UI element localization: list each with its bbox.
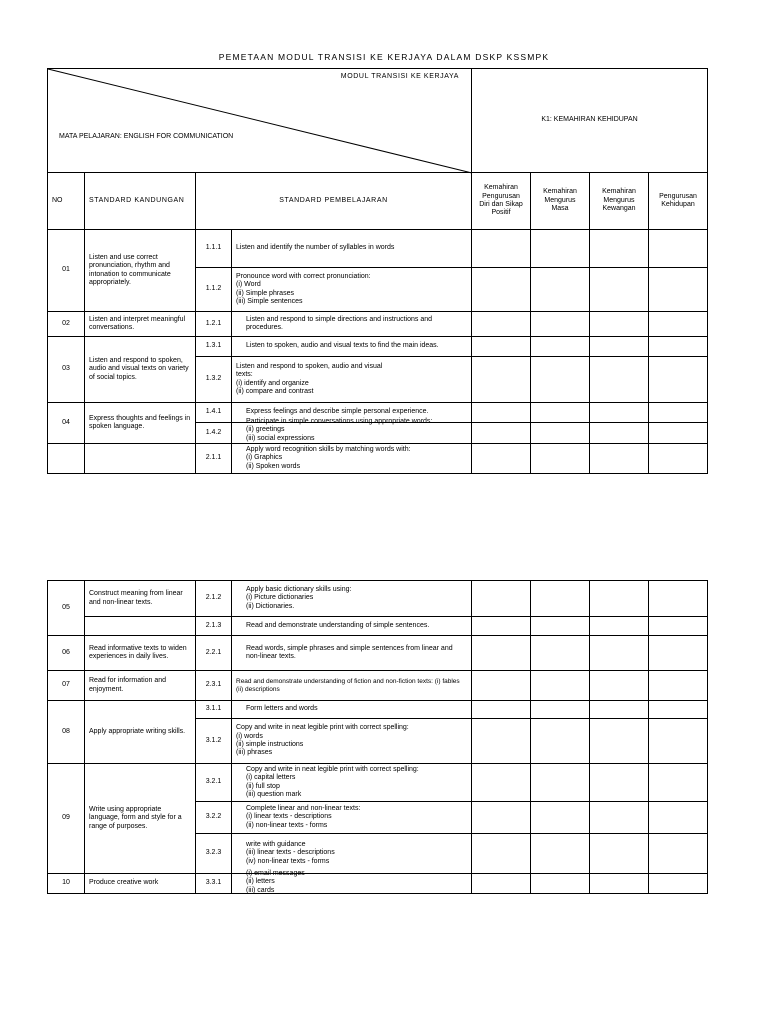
sp-text: Listen and respond to spoken, audio and visual texts: (i) identify and organize (ii) compare and contrast [232, 357, 472, 403]
sp-text: Copy and write in neat legible print with correct spelling: (i) words (ii) simple instructions (iii) phrases [232, 719, 472, 764]
sp-code: 3.3.1 [196, 874, 232, 894]
sp-code: 1.1.2 [196, 268, 232, 312]
sp-text: Pronounce word with correct pronunciation: (i) Word (ii) Simple phrases (iii) Simple sentences [232, 268, 472, 312]
row-no: 09 [48, 764, 85, 874]
row-no: 02 [48, 312, 85, 337]
standard-kandungan: Produce creative work [85, 874, 196, 894]
col-header-cat2: Kemahiran Mengurus Masa [531, 173, 590, 230]
row-no: 06 [48, 636, 85, 671]
sp-code: 2.2.1 [196, 636, 232, 671]
diagonal-line [48, 69, 472, 173]
sp-text: Listen and respond to simple directions and instructions and procedures. [232, 312, 472, 337]
col-header-cat1: Kemahiran Pengurusan Diri dan Sikap Positif [472, 173, 531, 230]
sp-text: Apply basic dictionary skills using: (i) Picture dictionaries (ii) Dictionaries. [232, 581, 472, 617]
row-no: 04 [48, 403, 85, 444]
modul-label: MODUL TRANSISI KE KERJAYA [340, 73, 459, 80]
standard-kandungan: Read informative texts to widen experiences in daily lives. [85, 636, 196, 671]
sp-text: Read words, simple phrases and simple sentences from linear and non-linear texts. [232, 636, 472, 671]
standard-kandungan: Read for information and enjoyment. [85, 671, 196, 701]
sp-code: 2.3.1 [196, 671, 232, 701]
col-header-standard-kandungan: STANDARD KANDUNGAN [85, 173, 196, 230]
sp-code: 2.1.2 [196, 581, 232, 617]
sp-code: 3.2.1 [196, 764, 232, 802]
sp-text: Form letters and words [232, 701, 472, 719]
standard-kandungan: Listen and use correct pronunciation, rhythm and intonation to communicate appropriately. [85, 230, 196, 312]
sp-text: Listen to spoken, audio and visual texts to find the main ideas. [232, 337, 472, 357]
col-header-standard-pembelajaran: STANDARD PEMBELAJARAN [196, 173, 472, 230]
standard-kandungan: Write using appropriate language, form and style for a range of purposes. [85, 764, 196, 874]
sp-code: 2.1.3 [196, 617, 232, 636]
col-header-cat3: Kemahiran Mengurus Kewangan [590, 173, 649, 230]
col-header-cat4: Pengurusan Kehidupan [649, 173, 708, 230]
row-no: 08 [48, 701, 85, 764]
sp-code: 3.2.2 [196, 802, 232, 834]
sp-code: 1.2.1 [196, 312, 232, 337]
row-no: 03 [48, 337, 85, 403]
sp-text: write with guidance (iii) linear texts - descriptions (iv) non-linear texts - forms [232, 834, 472, 874]
sp-code: 1.4.1 [196, 403, 232, 423]
sp-code: 1.3.1 [196, 337, 232, 357]
sp-text: Read and demonstrate understanding of simple sentences. [232, 617, 472, 636]
standard-kandungan: Listen and interpret meaningful conversations. [85, 312, 196, 337]
sp-code: 2.1.1 [196, 444, 232, 474]
k1-header: K1: KEMAHIRAN KEHIDUPAN [472, 69, 708, 173]
standard-kandungan: Construct meaning from linear and non-linear texts. [85, 581, 196, 617]
sp-code: 3.2.3 [196, 834, 232, 874]
sp-code: 3.1.2 [196, 719, 232, 764]
sp-code: 1.4.2 [196, 423, 232, 444]
row-no: 10 [48, 874, 85, 894]
sp-text: Listen and identify the number of syllables in words [232, 230, 472, 268]
sp-text: Read and demonstrate understanding of fiction and non-fiction texts: (i) fables (ii) descriptions [232, 671, 472, 701]
sp-code: 1.3.2 [196, 357, 232, 403]
col-header-no: NO [48, 173, 85, 230]
standard-kandungan: Apply appropriate writing skills. [85, 701, 196, 764]
sp-code: 1.1.1 [196, 230, 232, 268]
sp-text: Copy and write in neat legible print with correct spelling: (i) capital letters (ii) full stop (iii) question mark [232, 764, 472, 802]
mata-pelajaran-label: MATA PELAJARAN: ENGLISH FOR COMMUNICATION [59, 133, 234, 140]
sp-text: (i) email messages (ii) letters (iii) cards [232, 874, 472, 894]
sp-text: Complete linear and non-linear texts: (i) linear texts - descriptions (ii) non-linear texts - forms [232, 802, 472, 834]
row-no: 05 [48, 581, 85, 636]
mapping-table-page-1 [47, 68, 708, 474]
row-no: 07 [48, 671, 85, 701]
standard-kandungan: Listen and respond to spoken, audio and visual texts on variety of social topics. [85, 337, 196, 403]
sp-code: 3.1.1 [196, 701, 232, 719]
row-no: 01 [48, 230, 85, 312]
mapping-table-page-2 [47, 580, 708, 894]
sp-text: Participate in simple conversations using appropriate words: (ii) greetings (iii) social expressions [232, 423, 472, 444]
standard-kandungan: Express thoughts and feelings in spoken language. [85, 403, 196, 444]
diagonal-header-cell [48, 69, 472, 173]
document-title: PEMETAAN MODUL TRANSISI KE KERJAYA DALAM DSKP KSSMPK [218, 52, 550, 62]
sp-text: Express feelings and describe simple personal experience. [232, 403, 472, 423]
sp-text: Apply word recognition skills by matching words with: (i) Graphics (ii) Spoken words [232, 444, 472, 474]
